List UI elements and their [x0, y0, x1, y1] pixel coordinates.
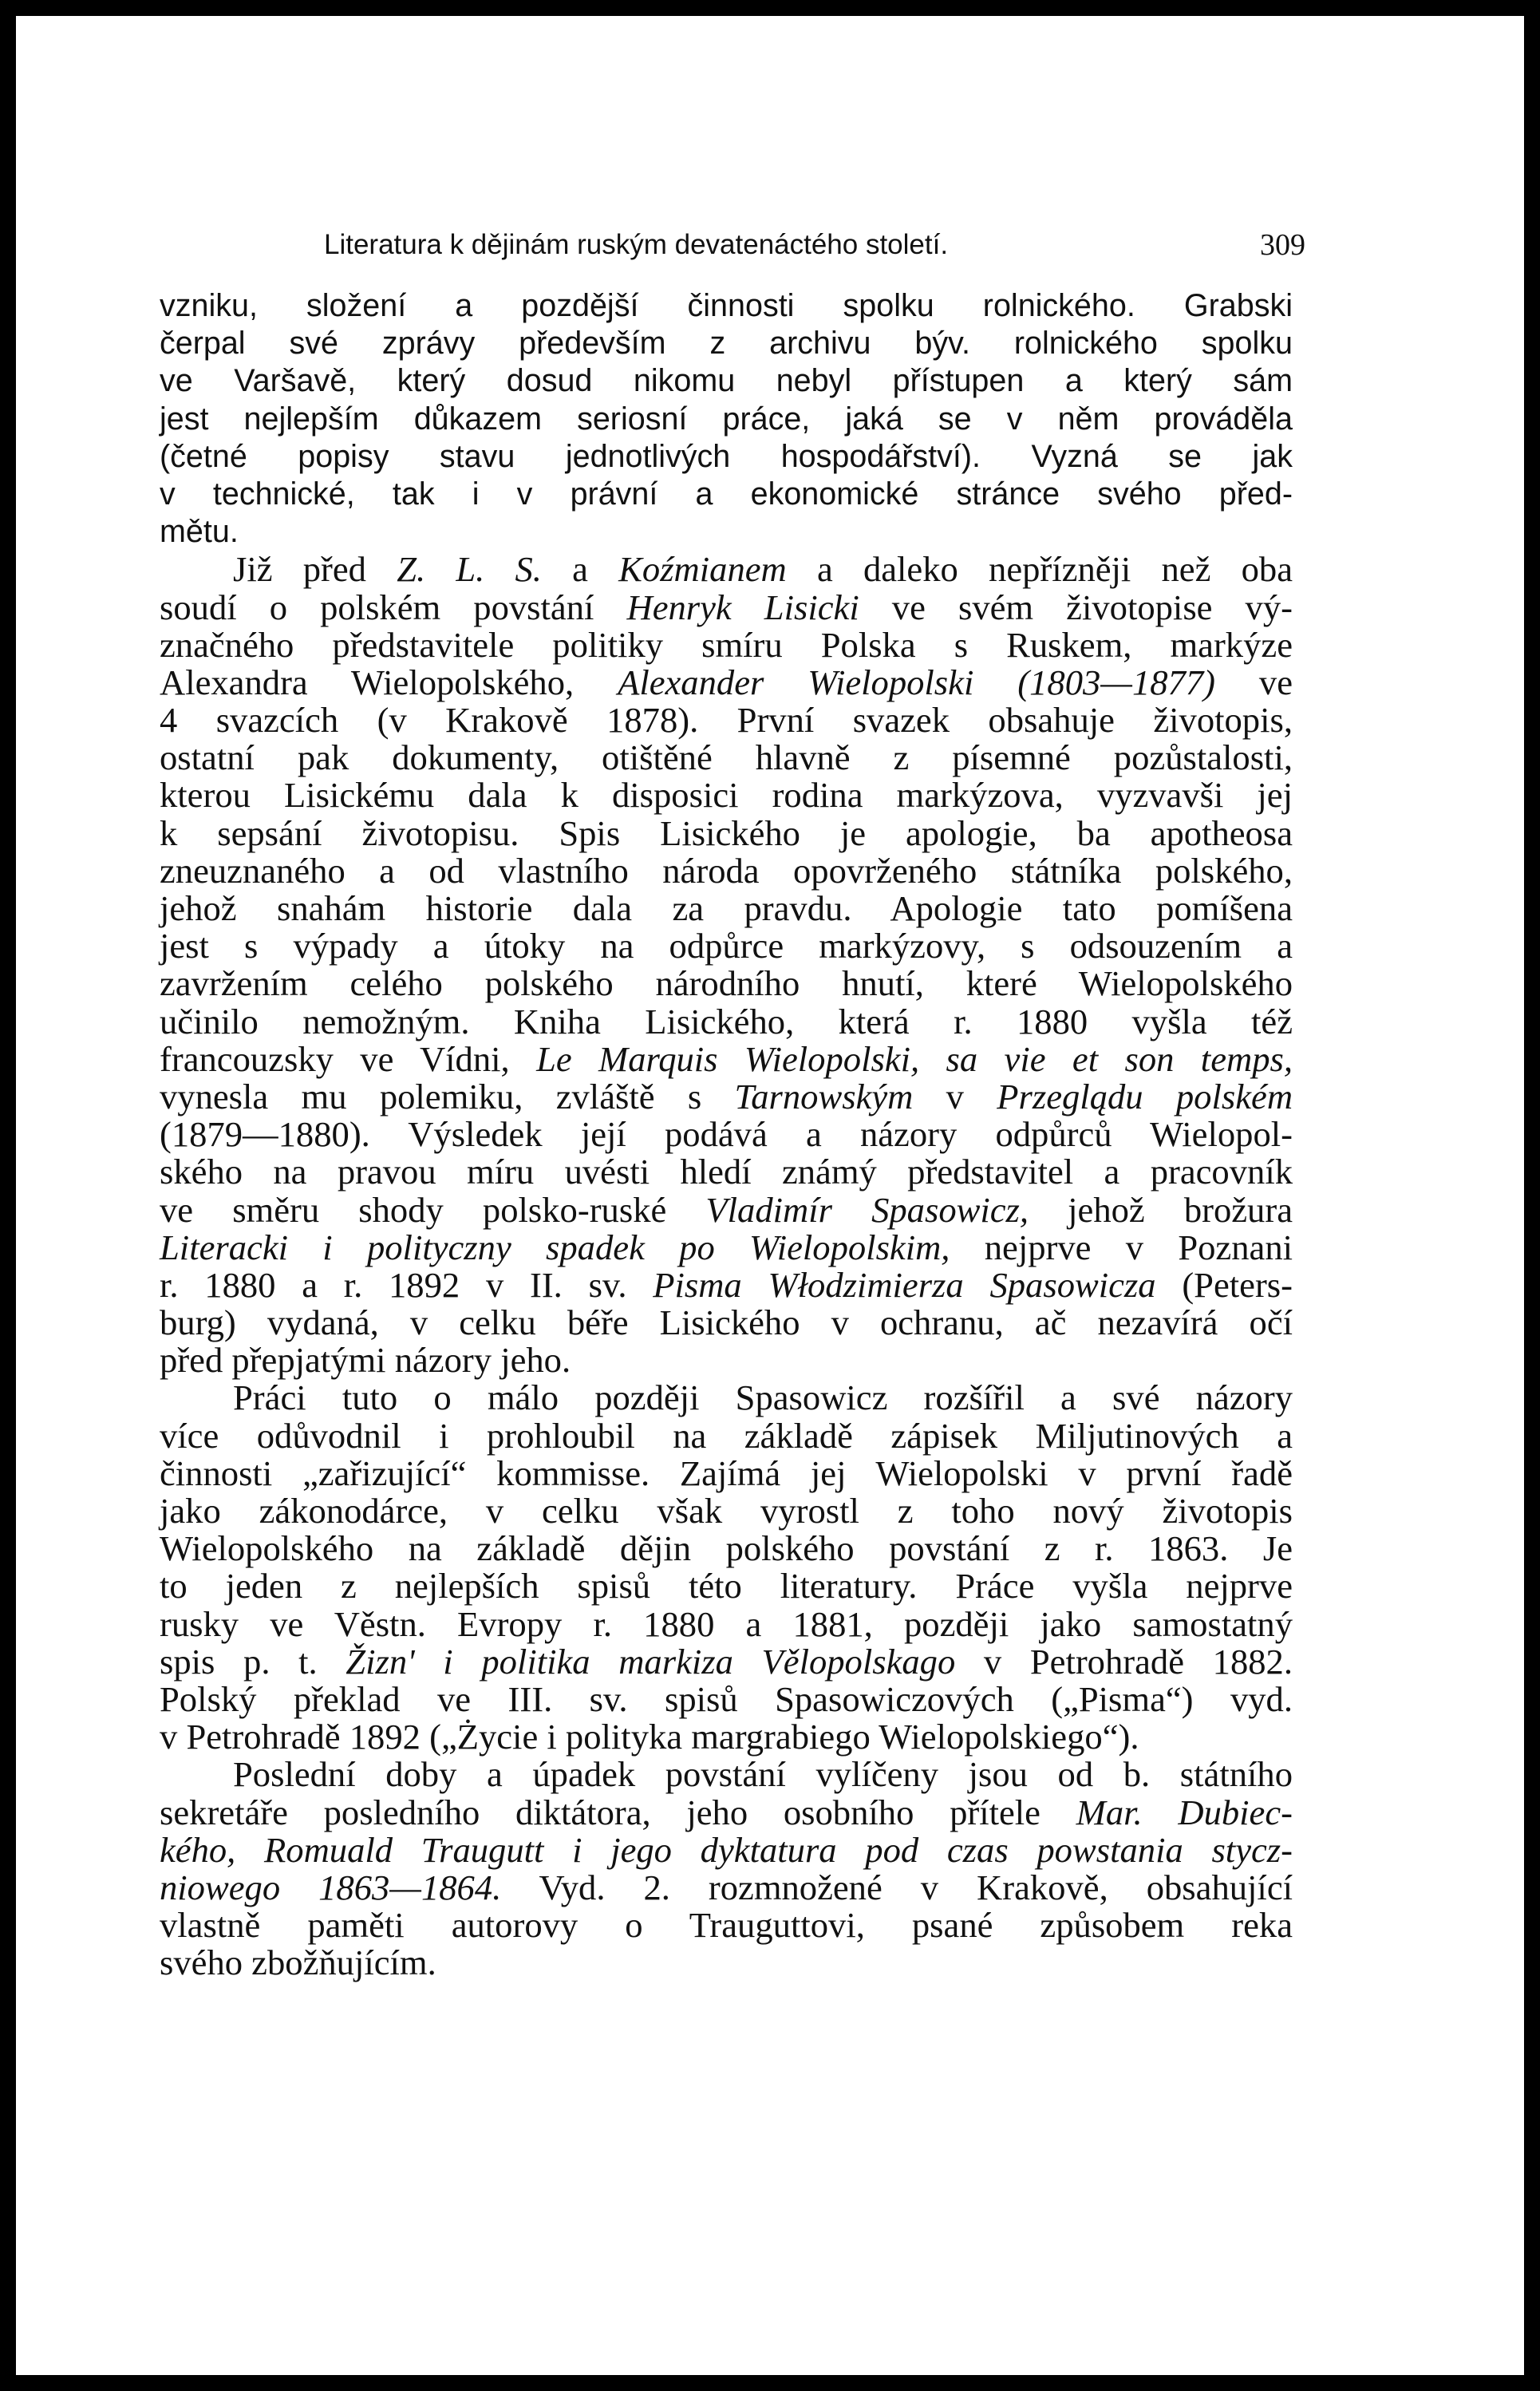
text-line: ve směru shody polsko-ruské Vladimír Spasowicz, jehož brožura [160, 1189, 1293, 1230]
text-line: značného představitele politiky smíru Polska s Ruskem, markýze [160, 624, 1293, 665]
text-line: burg) vydaná, v celku béře Lisického v ochranu, ač nezavírá očí [160, 1302, 1293, 1343]
text-line: Práci tuto o málo později Spasowicz rozšířil a své názory [233, 1377, 1293, 1418]
text-line: kého, Romuald Traugutt i jego dyktatura pod czas powstania stycz- [160, 1829, 1293, 1870]
text-line: Literacki i polityczny spadek po Wielopolskim, nejprve v Poznani [160, 1227, 1293, 1267]
text-line: Polský překlad ve III. sv. spisů Spasowiczových („Pisma“) vyd. [160, 1678, 1293, 1719]
running-header [324, 225, 1305, 265]
running-title: Literatura k dějinám ruským devatenáctého století. [324, 229, 949, 260]
text-line: mětu. [160, 514, 239, 550]
text-line: francouzsky ve Vídni, Le Marquis Wielopolski, sa vie et son temps, [160, 1038, 1293, 1079]
text-line: ve Varšavě, který dosud nikomu nebyl přístupen a který sám [160, 363, 1293, 399]
text-line: 4 svazcích (v Krakově 1878). První svazek obsahuje životopis, [160, 700, 1293, 741]
text-line: v Petrohradě 1892 („Życie i polityka margrabiego Wielopolskiego“). [160, 1717, 1139, 1757]
text-line: kterou Lisickému dala k disposici rodina markýzova, vyzvavši jej [160, 775, 1293, 816]
text-line: Wielopolského na základě dějin polského povstání z r. 1863. Je [160, 1528, 1293, 1569]
text-line: spis p. t. Žizn' i politika markiza Vělopolskago v Petrohradě 1882. [160, 1641, 1293, 1682]
text-line: před přepjatými názory jeho. [160, 1340, 571, 1381]
text-line: jako zákonodárce, v celku však vyrostl z toho nový životopis [160, 1491, 1293, 1531]
text-line: zneuznaného a od vlastního národa opovrženého státníka polského, [160, 850, 1293, 891]
text-line: (četné popisy stavu jednotlivých hospodářství). Vyzná se jak [160, 438, 1293, 474]
text-line: sekretáře posledního diktátora, jeho osobního přítele Mar. Dubiec- [160, 1792, 1293, 1832]
text-line: vzniku, složení a pozdější činnosti spolku rolnického. Grabski [160, 288, 1293, 323]
text-line: soudí o polském povstání Henryk Lisicki ve svém životopise vý- [160, 587, 1293, 627]
text-line: jest s výpady a útoky na odpůrce markýzovy, s odsouzením a [160, 926, 1293, 966]
text-line: Již před Z. L. S. a Koźmianem a daleko nepřízněji než oba [233, 549, 1293, 590]
page-number: 309 [1260, 228, 1305, 262]
text-line: r. 1880 a r. 1892 v II. sv. Pisma Włodzimierza Spasowicza (Peters- [160, 1264, 1293, 1305]
text-line: vlastně paměti autorovy o Trauguttovi, psané způsobem reka [160, 1905, 1293, 1946]
text-line: činnosti „zařizující“ kommisse. Zajímá jej Wielopolski v první řadě [160, 1452, 1293, 1493]
text-line: učinilo nemožným. Kniha Lisického, která r. 1880 vyšla též [160, 1001, 1293, 1041]
text-line: jest nejlepším důkazem seriosní práce, jaká se v něm prováděla [160, 401, 1293, 437]
page [16, 16, 1524, 2375]
text-line: ostatní pak dokumenty, otištěné hlavně z písemné pozůstalosti, [160, 737, 1293, 778]
text-line: (1879—1880). Výsledek její podává a názory odpůrců Wielopol- [160, 1114, 1293, 1155]
text-line: čerpal své zprávy především z archivu býv. rolnického spolku [160, 326, 1293, 362]
text-line: jehož snahám historie dala za pravdu. Apologie tato pomíšena [160, 888, 1293, 928]
text-line: svého zbožňujícím. [160, 1942, 436, 1983]
text-line: Poslední doby a úpadek povstání vylíčeny jsou od b. státního [233, 1754, 1293, 1795]
text-line: rusky ve Věstn. Evropy r. 1880 a 1881, později jako samostatný [160, 1603, 1293, 1644]
text-line: niowego 1863—1864. Vyd. 2. rozmnožené v Krakově, obsahující [160, 1867, 1293, 1907]
text-line: Alexandra Wielopolského, Alexander Wielopolski (1803—1877) ve [160, 662, 1293, 702]
text-line: k sepsání životopisu. Spis Lisického je apologie, ba apotheosa [160, 812, 1293, 853]
text-line: v technické, tak i v právní a ekonomické stránce svého před- [160, 476, 1293, 512]
text-line: více odůvodnil i prohloubil na základě zápisek Miljutinových a [160, 1415, 1293, 1456]
text-line: zavržením celého polského národního hnutí, které Wielopolského [160, 963, 1293, 1004]
text-line: vynesla mu polemiku, zvláště s Tarnowským v Przeglądu polském [160, 1076, 1293, 1116]
text-line: ského na pravou míru uvésti hledí známý představitel a pracovník [160, 1152, 1293, 1192]
text-line: to jeden z nejlepších spisů této literatury. Práce vyšla nejprve [160, 1566, 1293, 1607]
body-text [160, 287, 1293, 1982]
